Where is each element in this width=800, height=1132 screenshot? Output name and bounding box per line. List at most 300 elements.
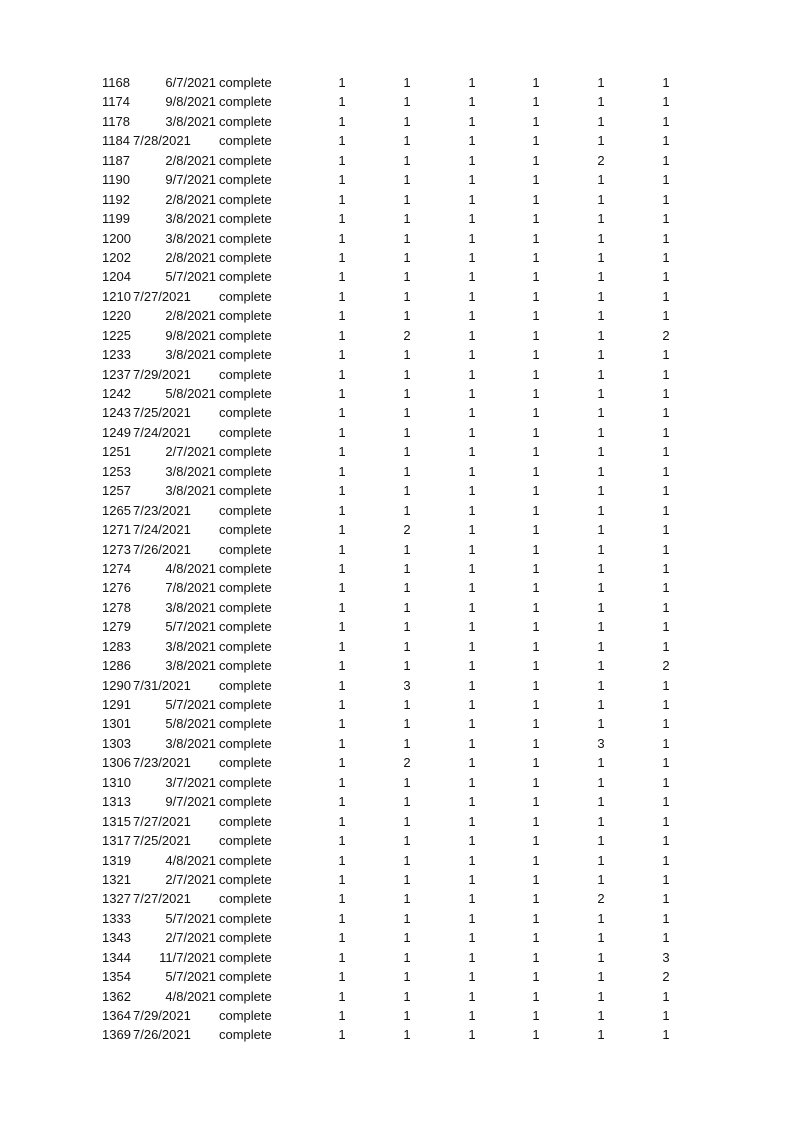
row-value-cell: 1 xyxy=(597,94,605,110)
row-status-cell: complete xyxy=(219,463,272,479)
row-value-cell: 1 xyxy=(403,366,411,382)
row-date-cell: 3/8/2021 xyxy=(165,113,216,129)
row-value-cell: 1 xyxy=(403,75,411,90)
row-value-cell: 1 xyxy=(597,75,605,90)
row-status-cell: complete xyxy=(219,444,272,460)
row-value-cell: 1 xyxy=(468,269,476,285)
row-value-cell: 1 xyxy=(532,541,540,557)
row-value-cell: 1 xyxy=(403,619,411,635)
row-date-cell: 4/8/2021 xyxy=(165,988,216,1004)
row-date-cell: 3/8/2021 xyxy=(165,211,216,227)
row-value-cell: 1 xyxy=(468,910,476,926)
row-status-cell: complete xyxy=(219,94,272,110)
row-value-cell: 1 xyxy=(403,969,411,985)
row-value-cell: 1 xyxy=(338,327,346,343)
row-value-cell: 1 xyxy=(662,1027,670,1043)
row-value-cell: 1 xyxy=(338,172,346,188)
row-value-cell: 1 xyxy=(597,133,605,149)
row-value-cell: 1 xyxy=(532,308,540,324)
row-id-cell: 1192 xyxy=(102,191,130,207)
row-id-cell: 1243 xyxy=(102,405,131,421)
row-value-cell: 1 xyxy=(532,463,540,479)
row-value-cell: 1 xyxy=(468,638,476,654)
row-value-cell: 1 xyxy=(597,347,605,363)
row-value-cell: 1 xyxy=(468,288,476,304)
row-status-cell: complete xyxy=(219,658,272,674)
row-id-cell: 1279 xyxy=(102,619,131,635)
table-row xyxy=(0,714,800,733)
row-status-cell: complete xyxy=(219,619,272,635)
row-value-cell: 1 xyxy=(403,871,411,887)
table-row xyxy=(0,598,800,617)
row-value-cell: 1 xyxy=(338,269,346,285)
table-row xyxy=(0,578,800,597)
row-value-cell: 1 xyxy=(403,852,411,868)
row-value-cell: 1 xyxy=(403,269,411,285)
row-status-cell: complete xyxy=(219,871,272,887)
row-value-cell: 1 xyxy=(468,308,476,324)
row-value-cell: 1 xyxy=(597,560,605,576)
row-value-cell: 1 xyxy=(403,658,411,674)
row-status-cell: complete xyxy=(219,677,272,693)
row-date-cell: 7/25/2021 xyxy=(133,405,191,421)
row-id-cell: 1319 xyxy=(102,852,131,868)
table-row xyxy=(0,365,800,384)
table-row xyxy=(0,948,800,967)
row-value-cell: 1 xyxy=(338,463,346,479)
row-status-cell: complete xyxy=(219,172,272,188)
row-value-cell: 1 xyxy=(338,871,346,887)
row-value-cell: 1 xyxy=(597,697,605,712)
row-id-cell: 1237 xyxy=(102,366,131,382)
row-value-cell: 1 xyxy=(532,405,540,421)
row-value-cell: 1 xyxy=(403,211,411,227)
row-status-cell: complete xyxy=(219,405,272,421)
row-value-cell: 1 xyxy=(532,599,540,615)
row-id-cell: 1210 xyxy=(102,288,131,304)
row-value-cell: 1 xyxy=(338,716,346,732)
row-value-cell: 1 xyxy=(597,249,605,265)
row-value-cell: 1 xyxy=(532,910,540,926)
row-id-cell: 1200 xyxy=(102,230,131,246)
row-date-cell: 9/8/2021 xyxy=(165,327,216,343)
row-value-cell: 1 xyxy=(338,910,346,926)
row-value-cell: 1 xyxy=(403,833,411,849)
row-value-cell: 1 xyxy=(403,910,411,926)
row-date-cell: 3/8/2021 xyxy=(165,347,216,363)
table-row xyxy=(0,851,800,870)
row-value-cell: 1 xyxy=(403,288,411,304)
row-id-cell: 1265 xyxy=(102,502,131,518)
row-id-cell: 1190 xyxy=(102,172,130,188)
row-value-cell: 2 xyxy=(597,152,605,168)
row-date-cell: 3/8/2021 xyxy=(165,463,216,479)
row-value-cell: 1 xyxy=(338,930,346,946)
row-id-cell: 1184 xyxy=(102,133,130,149)
row-value-cell: 1 xyxy=(468,716,476,732)
row-value-cell: 1 xyxy=(338,483,346,499)
row-value-cell: 1 xyxy=(597,930,605,946)
row-id-cell: 1317 xyxy=(102,833,131,849)
row-id-cell: 1364 xyxy=(102,1008,131,1023)
table-row xyxy=(0,481,800,500)
row-id-cell: 1286 xyxy=(102,658,131,674)
row-value-cell: 1 xyxy=(403,249,411,265)
row-status-cell: complete xyxy=(219,599,272,615)
row-date-cell: 7/27/2021 xyxy=(133,288,191,304)
row-value-cell: 1 xyxy=(662,405,670,421)
row-value-cell: 1 xyxy=(597,483,605,499)
row-value-cell: 1 xyxy=(403,172,411,188)
row-status-cell: complete xyxy=(219,735,272,751)
row-date-cell: 3/7/2021 xyxy=(165,774,216,790)
row-value-cell: 1 xyxy=(468,347,476,363)
row-value-cell: 1 xyxy=(662,113,670,129)
row-id-cell: 1301 xyxy=(102,716,131,732)
row-value-cell: 1 xyxy=(403,94,411,110)
row-value-cell: 1 xyxy=(468,988,476,1004)
table-row xyxy=(0,734,800,753)
row-id-cell: 1303 xyxy=(102,735,131,751)
row-status-cell: complete xyxy=(219,366,272,382)
row-value-cell: 1 xyxy=(338,94,346,110)
row-value-cell: 1 xyxy=(338,794,346,810)
table-row xyxy=(0,209,800,228)
row-date-cell: 2/8/2021 xyxy=(165,152,216,168)
row-value-cell: 1 xyxy=(532,580,540,596)
table-row xyxy=(0,773,800,792)
table-row xyxy=(0,831,800,850)
row-value-cell: 1 xyxy=(662,774,670,790)
row-status-cell: complete xyxy=(219,774,272,790)
row-value-cell: 1 xyxy=(403,347,411,363)
row-value-cell: 1 xyxy=(532,444,540,460)
row-value-cell: 1 xyxy=(468,211,476,227)
row-value-cell: 1 xyxy=(532,677,540,693)
row-value-cell: 1 xyxy=(597,269,605,285)
row-value-cell: 1 xyxy=(338,969,346,985)
row-value-cell: 1 xyxy=(403,1008,411,1023)
table-row xyxy=(0,1006,800,1025)
row-date-cell: 2/8/2021 xyxy=(165,308,216,324)
row-date-cell: 3/8/2021 xyxy=(165,658,216,674)
row-value-cell: 1 xyxy=(468,1027,476,1043)
row-value-cell: 1 xyxy=(597,1008,605,1023)
row-value-cell: 1 xyxy=(532,152,540,168)
row-id-cell: 1271 xyxy=(102,522,131,538)
row-value-cell: 1 xyxy=(662,735,670,751)
row-date-cell: 7/28/2021 xyxy=(133,133,191,149)
row-value-cell: 1 xyxy=(532,852,540,868)
table-row xyxy=(0,267,800,286)
row-id-cell: 1276 xyxy=(102,580,131,596)
row-value-cell: 1 xyxy=(532,735,540,751)
row-value-cell: 1 xyxy=(532,347,540,363)
row-value-cell: 1 xyxy=(338,580,346,596)
row-value-cell: 1 xyxy=(532,1008,540,1023)
row-value-cell: 1 xyxy=(662,794,670,810)
row-id-cell: 1327 xyxy=(102,891,131,907)
row-status-cell: complete xyxy=(219,833,272,849)
row-value-cell: 1 xyxy=(662,502,670,518)
table-row xyxy=(0,345,800,364)
row-value-cell: 1 xyxy=(338,988,346,1004)
row-id-cell: 1225 xyxy=(102,327,131,343)
row-value-cell: 1 xyxy=(338,949,346,965)
row-value-cell: 1 xyxy=(532,75,540,90)
row-value-cell: 1 xyxy=(403,1027,411,1043)
row-value-cell: 1 xyxy=(468,75,476,90)
row-value-cell: 1 xyxy=(403,599,411,615)
row-value-cell: 1 xyxy=(597,405,605,421)
row-status-cell: complete xyxy=(219,386,272,401)
row-value-cell: 1 xyxy=(597,191,605,207)
table-body xyxy=(0,73,800,1045)
row-value-cell: 1 xyxy=(468,677,476,693)
row-value-cell: 1 xyxy=(403,133,411,149)
row-value-cell: 1 xyxy=(532,969,540,985)
row-status-cell: complete xyxy=(219,249,272,265)
row-id-cell: 1283 xyxy=(102,638,131,654)
row-value-cell: 1 xyxy=(338,113,346,129)
row-id-cell: 1202 xyxy=(102,249,131,265)
row-id-cell: 1310 xyxy=(102,774,131,790)
row-id-cell: 1344 xyxy=(102,949,131,965)
row-value-cell: 1 xyxy=(662,249,670,265)
row-value-cell: 1 xyxy=(338,386,346,401)
row-value-cell: 1 xyxy=(338,152,346,168)
table-row xyxy=(0,229,800,248)
row-value-cell: 1 xyxy=(338,541,346,557)
row-date-cell: 9/7/2021 xyxy=(165,172,216,188)
row-value-cell: 1 xyxy=(468,424,476,440)
row-value-cell: 1 xyxy=(662,930,670,946)
row-value-cell: 1 xyxy=(338,599,346,615)
row-value-cell: 2 xyxy=(662,658,670,674)
row-id-cell: 1178 xyxy=(102,113,130,129)
table-row xyxy=(0,423,800,442)
table-row xyxy=(0,753,800,772)
row-value-cell: 1 xyxy=(662,638,670,654)
row-value-cell: 1 xyxy=(662,910,670,926)
row-id-cell: 1220 xyxy=(102,308,131,324)
row-value-cell: 1 xyxy=(532,172,540,188)
row-date-cell: 2/7/2021 xyxy=(165,871,216,887)
row-value-cell: 1 xyxy=(662,483,670,499)
row-date-cell: 5/7/2021 xyxy=(165,269,216,285)
row-value-cell: 1 xyxy=(338,444,346,460)
row-value-cell: 1 xyxy=(597,580,605,596)
row-status-cell: complete xyxy=(219,424,272,440)
table-row xyxy=(0,637,800,656)
row-value-cell: 1 xyxy=(597,852,605,868)
row-value-cell: 1 xyxy=(662,599,670,615)
table-row xyxy=(0,170,800,189)
row-status-cell: complete xyxy=(219,580,272,596)
row-status-cell: complete xyxy=(219,269,272,285)
row-value-cell: 1 xyxy=(532,891,540,907)
row-value-cell: 1 xyxy=(597,833,605,849)
row-status-cell: complete xyxy=(219,541,272,557)
row-value-cell: 1 xyxy=(338,405,346,421)
row-id-cell: 1291 xyxy=(102,697,131,712)
row-value-cell: 1 xyxy=(468,619,476,635)
row-value-cell: 1 xyxy=(403,191,411,207)
row-date-cell: 7/31/2021 xyxy=(133,677,191,693)
row-value-cell: 1 xyxy=(403,502,411,518)
row-value-cell: 1 xyxy=(468,152,476,168)
row-value-cell: 1 xyxy=(403,560,411,576)
row-date-cell: 7/27/2021 xyxy=(133,813,191,829)
row-date-cell: 9/8/2021 xyxy=(165,94,216,110)
row-value-cell: 1 xyxy=(662,988,670,1004)
row-value-cell: 1 xyxy=(338,191,346,207)
row-value-cell: 1 xyxy=(532,716,540,732)
row-id-cell: 1251 xyxy=(102,444,131,460)
row-date-cell: 7/24/2021 xyxy=(133,424,191,440)
table-row xyxy=(0,384,800,403)
row-date-cell: 3/8/2021 xyxy=(165,599,216,615)
row-value-cell: 1 xyxy=(468,697,476,712)
table-row xyxy=(0,540,800,559)
row-status-cell: complete xyxy=(219,1027,272,1043)
row-value-cell: 1 xyxy=(662,191,670,207)
row-value-cell: 1 xyxy=(403,794,411,810)
row-value-cell: 1 xyxy=(468,580,476,596)
table-row xyxy=(0,676,800,695)
table-row xyxy=(0,812,800,831)
row-date-cell: 6/7/2021 xyxy=(165,75,216,90)
row-status-cell: complete xyxy=(219,638,272,654)
row-status-cell: complete xyxy=(219,152,272,168)
row-status-cell: complete xyxy=(219,522,272,538)
row-date-cell: 7/23/2021 xyxy=(133,502,191,518)
row-status-cell: complete xyxy=(219,1008,272,1023)
row-value-cell: 1 xyxy=(532,133,540,149)
row-value-cell: 1 xyxy=(662,716,670,732)
row-id-cell: 1257 xyxy=(102,483,131,499)
row-value-cell: 1 xyxy=(597,988,605,1004)
row-value-cell: 2 xyxy=(403,522,411,538)
table-row xyxy=(0,909,800,928)
row-value-cell: 1 xyxy=(468,133,476,149)
row-id-cell: 1321 xyxy=(102,871,131,887)
row-value-cell: 2 xyxy=(403,755,411,771)
row-date-cell: 7/23/2021 xyxy=(133,755,191,771)
table-row xyxy=(0,151,800,170)
row-value-cell: 1 xyxy=(597,113,605,129)
row-value-cell: 1 xyxy=(403,813,411,829)
row-value-cell: 1 xyxy=(468,191,476,207)
row-status-cell: complete xyxy=(219,716,272,732)
row-date-cell: 3/8/2021 xyxy=(165,483,216,499)
row-value-cell: 1 xyxy=(532,94,540,110)
row-date-cell: 5/7/2021 xyxy=(165,619,216,635)
row-id-cell: 1306 xyxy=(102,755,131,771)
table-row xyxy=(0,112,800,131)
row-value-cell: 1 xyxy=(468,405,476,421)
row-value-cell: 1 xyxy=(532,930,540,946)
row-id-cell: 1278 xyxy=(102,599,131,615)
table-row xyxy=(0,889,800,908)
row-value-cell: 1 xyxy=(662,871,670,887)
row-status-cell: complete xyxy=(219,502,272,518)
row-id-cell: 1249 xyxy=(102,424,131,440)
row-date-cell: 7/29/2021 xyxy=(133,1008,191,1023)
row-date-cell: 7/8/2021 xyxy=(165,580,216,596)
row-value-cell: 1 xyxy=(403,152,411,168)
row-value-cell: 1 xyxy=(597,871,605,887)
row-value-cell: 1 xyxy=(532,191,540,207)
row-value-cell: 1 xyxy=(597,386,605,401)
table-row xyxy=(0,928,800,947)
row-value-cell: 1 xyxy=(338,833,346,849)
table-row xyxy=(0,1025,800,1044)
row-value-cell: 1 xyxy=(532,113,540,129)
row-value-cell: 1 xyxy=(532,833,540,849)
row-date-cell: 4/8/2021 xyxy=(165,560,216,576)
row-value-cell: 1 xyxy=(662,94,670,110)
row-value-cell: 1 xyxy=(338,133,346,149)
row-value-cell: 1 xyxy=(338,677,346,693)
row-value-cell: 1 xyxy=(597,599,605,615)
spreadsheet-table xyxy=(0,73,800,1045)
table-row xyxy=(0,131,800,150)
table-row xyxy=(0,442,800,461)
row-status-cell: complete xyxy=(219,113,272,129)
row-value-cell: 1 xyxy=(597,910,605,926)
row-id-cell: 1369 xyxy=(102,1027,131,1043)
row-value-cell: 1 xyxy=(468,366,476,382)
row-value-cell: 1 xyxy=(532,424,540,440)
row-value-cell: 1 xyxy=(468,113,476,129)
row-value-cell: 1 xyxy=(597,755,605,771)
row-value-cell: 1 xyxy=(532,794,540,810)
table-row xyxy=(0,967,800,986)
row-value-cell: 1 xyxy=(597,813,605,829)
row-value-cell: 1 xyxy=(597,444,605,460)
row-value-cell: 2 xyxy=(597,891,605,907)
table-row xyxy=(0,462,800,481)
row-value-cell: 1 xyxy=(468,774,476,790)
row-value-cell: 1 xyxy=(597,969,605,985)
row-id-cell: 1274 xyxy=(102,560,131,576)
row-value-cell: 3 xyxy=(597,735,605,751)
row-value-cell: 1 xyxy=(532,949,540,965)
row-value-cell: 1 xyxy=(662,444,670,460)
row-date-cell: 5/8/2021 xyxy=(165,716,216,732)
row-value-cell: 1 xyxy=(338,619,346,635)
row-value-cell: 1 xyxy=(662,522,670,538)
row-value-cell: 1 xyxy=(403,405,411,421)
row-value-cell: 1 xyxy=(662,580,670,596)
row-value-cell: 1 xyxy=(338,502,346,518)
table-row xyxy=(0,92,800,111)
row-status-cell: complete xyxy=(219,75,272,90)
row-id-cell: 1313 xyxy=(102,794,131,810)
row-value-cell: 1 xyxy=(662,347,670,363)
row-value-cell: 1 xyxy=(597,211,605,227)
row-value-cell: 1 xyxy=(468,541,476,557)
row-value-cell: 1 xyxy=(338,347,346,363)
row-value-cell: 1 xyxy=(662,560,670,576)
row-status-cell: complete xyxy=(219,327,272,343)
row-value-cell: 1 xyxy=(532,1027,540,1043)
table-row xyxy=(0,403,800,422)
row-value-cell: 1 xyxy=(403,463,411,479)
row-value-cell: 1 xyxy=(662,211,670,227)
row-id-cell: 1354 xyxy=(102,969,131,985)
